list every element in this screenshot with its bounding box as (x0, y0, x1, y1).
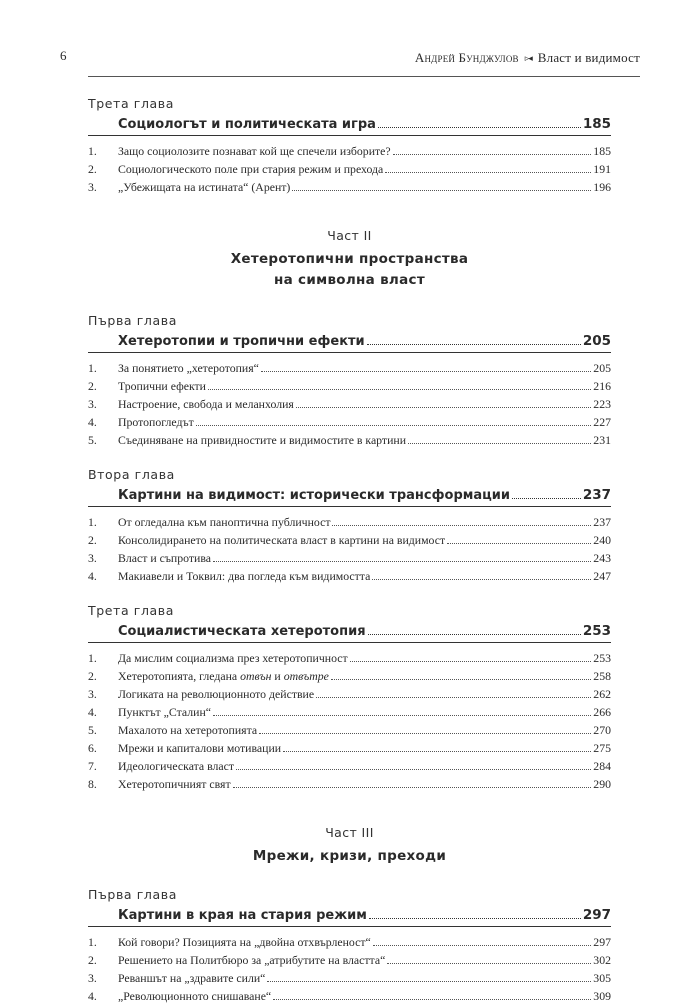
entry-title: Социологическото поле при стария режим и прехода (118, 162, 384, 176)
entry-title: Хетеротопичният свят (118, 777, 231, 791)
entry-title: Логиката на революционното действие (118, 687, 315, 701)
entry-page: 247 (593, 569, 611, 583)
chapter-title: Социалистическата хетеротопия (118, 624, 366, 639)
entry-page: 305 (593, 971, 611, 985)
toc-entry[interactable] (88, 549, 611, 567)
entry-number: 1. (88, 361, 97, 375)
entry-number: 2. (88, 669, 97, 683)
entry-page: 243 (593, 551, 611, 565)
entry-page: 290 (593, 777, 611, 791)
entry-page: 227 (593, 415, 611, 429)
toc-entry[interactable] (88, 531, 611, 549)
entry-title: Защо социолозите познават кой ще спечели изборите? (118, 144, 391, 158)
entry-number: 8. (88, 777, 97, 791)
dot-leader (369, 918, 581, 919)
entry-page: 309 (593, 989, 611, 1003)
toc-entry[interactable] (88, 178, 611, 196)
chapter-page: 237 (582, 487, 611, 503)
entry-title: Да мислим социализма през хетеротопичност (118, 651, 348, 665)
entry-page: 237 (593, 515, 611, 529)
part-title: Мрежи, кризи, преходи (252, 848, 447, 864)
dot-leader (350, 661, 592, 662)
entry-number: 4. (88, 705, 97, 719)
chapter-page: 297 (582, 907, 611, 923)
entry-number: 2. (88, 533, 97, 547)
entry-page: 205 (593, 361, 611, 375)
entry-title: Кой говори? Позицията на „двойна отхвърленост“ (118, 935, 371, 949)
entry-title: Съединяване на привидностите и видимостите в картини (118, 433, 407, 447)
dot-leader (385, 172, 591, 173)
entry-title-emphasis: отвън (240, 669, 272, 683)
entry-number: 4. (88, 415, 97, 429)
toc-entry[interactable] (88, 739, 611, 757)
toc-entry[interactable] (88, 951, 611, 969)
chapter-title: Социологът и политическата игра (118, 117, 376, 132)
entry-title-emphasis: отвътре (283, 669, 329, 683)
chapter-page: 205 (582, 333, 611, 349)
chapter-label: Първа глава (88, 313, 178, 328)
entry-title: „Революционното снишаване“ (118, 989, 272, 1003)
entry-page: 262 (593, 687, 611, 701)
chapter-label: Втора глава (88, 467, 175, 482)
entry-page: 216 (593, 379, 611, 393)
chapter-title-row[interactable] (88, 329, 611, 353)
running-head-separator: ▹◂ (524, 52, 532, 63)
dot-leader (273, 999, 591, 1000)
toc-entry[interactable] (88, 413, 611, 431)
entry-page: 191 (593, 162, 611, 176)
dot-leader (368, 634, 581, 635)
entry-page: 275 (593, 741, 611, 755)
entry-title: „Убежищата на истината“ (Арент) (118, 180, 291, 194)
chapter-title-row[interactable] (88, 483, 611, 507)
toc-entry[interactable] (88, 775, 611, 793)
dot-leader (373, 945, 592, 946)
entry-page: 284 (593, 759, 611, 773)
dot-leader (236, 769, 591, 770)
entry-number: 2. (88, 162, 97, 176)
chapter-block (88, 313, 611, 449)
entry-page: 185 (593, 144, 611, 158)
dot-leader (208, 389, 591, 390)
toc-entry[interactable] (88, 969, 611, 987)
entry-number: 1. (88, 515, 97, 529)
toc-entry[interactable] (88, 685, 611, 703)
dot-leader (378, 127, 581, 128)
dot-leader (267, 981, 591, 982)
entry-page: 266 (593, 705, 611, 719)
entry-number: 1. (88, 651, 97, 665)
toc-entry[interactable] (88, 431, 611, 449)
chapter-block (88, 96, 611, 196)
chapter-title: Картини на видимост: исторически трансформации (118, 488, 510, 503)
dot-leader (292, 190, 591, 191)
chapter-title-row[interactable] (88, 619, 611, 643)
chapter-label: Трета глава (88, 96, 175, 111)
chapter-label: Първа глава (88, 887, 178, 902)
toc-entry[interactable] (88, 359, 611, 377)
entry-page: 240 (593, 533, 611, 547)
entry-number: 2. (88, 953, 97, 967)
entry-page: 196 (593, 180, 611, 194)
part-label: Част III (325, 825, 374, 840)
entry-title: От огледална към паноптична публичност (118, 515, 331, 529)
dot-leader (512, 498, 581, 499)
entry-title: Протопогледът (118, 415, 194, 429)
dot-leader (408, 443, 591, 444)
entry-title: Консолидирането на политическата власт в картини на видимост (118, 533, 446, 547)
dot-leader (447, 543, 591, 544)
header-rule (88, 76, 640, 77)
dot-leader (259, 733, 591, 734)
part-heading (88, 825, 611, 867)
entry-page: 270 (593, 723, 611, 737)
running-head-author: Андрей Бунджулов (414, 50, 519, 65)
chapter-title-row[interactable] (88, 903, 611, 927)
entry-number: 5. (88, 433, 97, 447)
entry-number: 6. (88, 741, 97, 755)
dot-leader (283, 751, 591, 752)
dot-leader (213, 561, 591, 562)
entry-number: 5. (88, 723, 97, 737)
toc-entry[interactable] (88, 721, 611, 739)
entry-title: Власт и съпротива (118, 551, 212, 565)
part-label: Част II (327, 228, 372, 243)
entry-title (118, 667, 329, 685)
toc-entry[interactable] (88, 160, 611, 178)
chapter-title: Хетеротопии и тропични ефекти (118, 334, 365, 349)
dot-leader (331, 679, 591, 680)
entry-page: 302 (593, 953, 611, 967)
entry-title: Макиавели и Токвил: два погледа към видимостта (118, 569, 371, 583)
chapter-title-row[interactable] (88, 112, 611, 136)
entry-title: Мрежи и капиталови мотивации (118, 741, 282, 755)
entry-page: 253 (593, 651, 611, 665)
entry-number: 3. (88, 687, 97, 701)
entry-title: Решението на Политбюро за „атрибутите на властта“ (118, 953, 386, 967)
entry-page: 231 (593, 433, 611, 447)
entry-title: Тропични ефекти (118, 379, 206, 393)
part-title: на символна власт (274, 272, 425, 288)
dot-leader (332, 525, 591, 526)
entry-number: 3. (88, 971, 97, 985)
part-title: Хетеротопични пространства (230, 251, 469, 267)
dot-leader (296, 407, 591, 408)
entry-title: Идеологическата власт (118, 759, 235, 773)
toc-entry[interactable] (88, 649, 611, 667)
dot-leader (213, 715, 591, 716)
chapter-block (88, 887, 611, 1005)
entry-page: 297 (593, 935, 611, 949)
entry-title: Настроение, свобода и меланхолия (118, 397, 294, 411)
dot-leader (233, 787, 592, 788)
toc-entry[interactable] (88, 377, 611, 395)
toc-entry[interactable] (88, 933, 611, 951)
dot-leader (196, 425, 592, 426)
entry-number: 7. (88, 759, 97, 773)
dot-leader (393, 154, 592, 155)
entry-title: За понятието „хетеротопия“ (118, 361, 259, 375)
entry-page: 223 (593, 397, 611, 411)
entry-title-part: и (271, 669, 284, 683)
toc-entry[interactable] (88, 395, 611, 413)
chapter-block (88, 467, 611, 585)
entry-number: 3. (88, 397, 97, 411)
entry-page: 258 (593, 669, 611, 683)
toc-entry[interactable] (88, 567, 611, 585)
chapter-page: 185 (582, 116, 611, 132)
entry-title: Махалото на хетеротопията (118, 723, 258, 737)
entry-title: Реваншът на „здравите сили“ (118, 971, 266, 985)
toc-entry[interactable] (88, 142, 611, 160)
chapter-label: Трета глава (88, 603, 175, 618)
table-of-contents (88, 96, 611, 1005)
toc-entry[interactable] (88, 987, 611, 1005)
part-heading (88, 228, 611, 291)
dot-leader (261, 371, 591, 372)
entry-title: Пунктът „Сталин“ (118, 705, 212, 719)
entry-number: 2. (88, 379, 97, 393)
chapter-page: 253 (582, 623, 611, 639)
toc-entry[interactable] (88, 703, 611, 721)
dot-leader (316, 697, 591, 698)
dot-leader (367, 344, 581, 345)
dot-leader (387, 963, 591, 964)
entry-number: 1. (88, 144, 97, 158)
entry-number: 4. (88, 989, 97, 1003)
chapter-title: Картини в края на стария режим (118, 908, 367, 923)
dot-leader (372, 579, 591, 580)
entry-title-part: Хетеротопията, гледана (118, 669, 241, 683)
toc-entry[interactable] (88, 667, 611, 685)
running-head-book: Власт и видимост (537, 50, 640, 65)
toc-entry[interactable] (88, 513, 611, 531)
chapter-block (88, 603, 611, 793)
entry-number: 3. (88, 180, 97, 194)
page-number: 6 (60, 48, 67, 63)
entry-number: 1. (88, 935, 97, 949)
toc-entry[interactable] (88, 757, 611, 775)
entry-number: 4. (88, 569, 97, 583)
running-head (415, 50, 640, 66)
entry-number: 3. (88, 551, 97, 565)
